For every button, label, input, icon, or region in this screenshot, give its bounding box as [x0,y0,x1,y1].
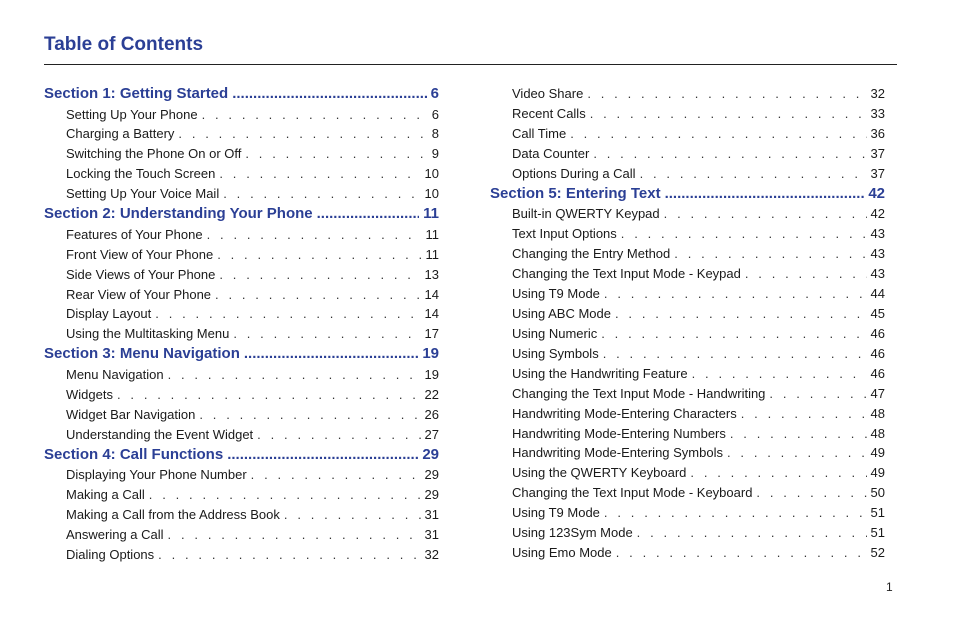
toc-leader-dots [570,124,866,144]
toc-leader-dots [730,424,867,444]
toc-entry-label: Changing the Text Input Mode - Keypad [512,266,741,281]
toc-entry-label: Understanding the Event Widget [66,426,254,442]
toc-leader-dots [745,264,867,284]
toc-entry-label: Options During a Call [512,165,636,181]
toc-entry-label: Handwriting Mode-Entering Characters [512,405,737,421]
toc-page-number: 27 [424,426,439,442]
toc-entry-label: Widget Bar Navigation [66,406,196,422]
toc-page-number: 37 [870,165,885,181]
toc-leader-dots [769,384,866,404]
toc-page-number: 37 [870,145,885,161]
page-title: Table of Contents [44,34,204,55]
toc-leader-dots [604,503,867,523]
toc-entry[interactable] [490,543,885,563]
toc-entry-label: Call Time [512,125,567,141]
toc-leader-dots [219,164,420,184]
toc-entry-label: Using the QWERTY Keyboard [512,465,687,481]
toc-section-heading[interactable] [44,445,439,466]
toc-entry[interactable] [490,304,885,324]
toc-entry[interactable] [490,124,885,144]
toc-entry-label: Charging a Battery [66,126,175,142]
toc-entry-label: Using Emo Mode [512,545,612,561]
toc-right-column [490,84,885,563]
toc-leader-dots [601,324,866,344]
toc-entry[interactable] [44,285,439,305]
toc-page-number: 29 [424,487,439,502]
toc-leader-dots [155,304,420,324]
toc-entry-label: Handwriting Mode-Entering Symbols [512,445,723,461]
toc-entry[interactable] [490,244,885,264]
toc-leader-dots [616,543,867,563]
toc-entry[interactable] [44,425,439,445]
toc-leader-dots [158,545,420,565]
title-divider [44,64,897,65]
toc-entry-label: Built-in QWERTY Keypad [512,206,660,222]
toc-entry-label: Display Layout [66,306,152,322]
toc-entry-label: Recent Calls [512,105,586,121]
toc-entry-label: Section 1: Getting Started [44,85,229,102]
toc-page-number: 46 [870,345,885,361]
toc-entry-label: Displaying Your Phone Number [66,467,247,483]
toc-leader-dots [244,344,418,365]
toc-entry-label: Section 4: Call Functions [44,445,224,463]
toc-entry-label: Using T9 Mode [512,285,600,301]
toc-leader-dots [665,184,865,205]
toc-page-number: 49 [870,445,885,461]
toc-leader-dots [674,244,866,264]
toc-leader-dots [202,105,428,125]
toc-entry-label: Section 5: Entering Text [490,184,661,202]
toc-leader-dots [640,164,867,184]
toc-leader-dots [245,144,427,164]
toc-entry[interactable] [490,523,885,543]
toc-entry[interactable] [44,545,439,565]
toc-entry-label: Using the Multitasking Menu [66,326,230,342]
toc-leader-dots [219,265,420,285]
toc-page-number: 29 [424,467,439,483]
toc-leader-dots [587,84,866,104]
toc-entry-label: Using Symbols [512,345,599,361]
toc-entry[interactable] [44,124,439,144]
toc-entry-label: Changing the Text Input Mode - Keyboard [512,485,753,501]
toc-entry-label: Features of Your Phone [66,226,203,242]
toc-page-number: 6 [430,85,439,102]
toc-leader-dots [227,445,418,466]
toc-page-number: 44 [870,285,885,301]
toc-entry[interactable] [44,164,439,184]
toc-entry-label: Widgets [66,386,113,402]
toc-leader-dots [251,465,421,485]
toc-entry[interactable] [490,384,885,404]
toc-entry[interactable] [490,404,885,424]
toc-entry[interactable] [490,224,885,244]
toc-page-number: 33 [870,105,885,121]
toc-entry[interactable] [44,304,439,324]
toc-entry-label: Handwriting Mode-Entering Numbers [512,425,726,441]
toc-entry-label: Using T9 Mode [512,505,600,521]
toc-page-number: 32 [424,546,439,562]
toc-page-number: 22 [424,386,439,402]
toc-leader-dots [217,245,421,265]
toc-page-number: 43 [870,226,885,242]
toc-leader-dots [257,425,420,445]
toc-leader-dots [615,304,867,324]
toc-entry-label: Setting Up Your Voice Mail [66,186,220,202]
toc-page-number: 13 [424,266,439,282]
toc-leader-dots [637,523,867,543]
toc-entry-label: Changing the Text Input Mode - Handwriting [512,385,766,401]
toc-leader-dots [233,324,420,344]
toc-entry[interactable] [490,204,885,224]
toc-leader-dots [727,443,867,463]
toc-page-number: 42 [868,184,885,202]
toc-leader-dots [215,285,421,305]
toc-page-number: 19 [424,366,439,382]
toc-page-number: 11 [425,246,439,262]
toc-leader-dots [690,463,866,483]
toc-page-number: 14 [424,306,439,322]
toc-page-number: 46 [870,365,885,381]
toc-page-number: 50 [870,485,885,501]
toc-left-column [44,84,439,565]
toc-leader-dots [741,404,867,424]
toc-entry[interactable] [490,344,885,364]
toc-leader-dots [168,365,421,385]
toc-page-number: 48 [870,405,885,421]
toc-entry[interactable] [490,84,885,104]
toc-page-number: 31 [424,506,439,522]
toc-leader-dots [232,84,426,105]
toc-leader-dots [168,525,421,545]
toc-page-number: 51 [870,505,885,521]
toc-entry-label: Video Share [512,86,584,101]
toc-entry[interactable] [44,525,439,545]
toc-page-number: 36 [870,125,885,141]
toc-leader-dots [317,204,420,225]
toc-leader-dots [664,204,867,224]
toc-page-number: 11 [425,226,439,242]
toc-entry-label: Using the Handwriting Feature [512,365,688,381]
toc-page-number: 47 [870,385,885,401]
toc-entry-label: Menu Navigation [66,366,164,382]
toc-entry-label: Making a Call from the Address Book [66,506,280,522]
toc-page-number: 31 [424,526,439,542]
toc-leader-dots [590,104,867,124]
toc-leader-dots [223,184,420,204]
toc-entry[interactable] [490,324,885,344]
toc-entry[interactable] [490,483,885,503]
toc-section-heading[interactable] [44,204,439,225]
toc-entry[interactable] [490,463,885,483]
toc-entry-label: Rear View of Your Phone [66,286,212,302]
toc-entry-label: Changing the Entry Method [512,246,671,262]
toc-page-number: 14 [424,286,439,302]
toc-page-number: 45 [870,305,885,321]
toc-entry[interactable] [44,505,439,525]
toc-entry-label: Text Input Options [512,226,617,242]
toc-entry[interactable] [44,324,439,344]
toc-page-number: 29 [422,445,439,463]
toc-page-number: 43 [870,266,885,281]
toc-page-number: 52 [870,545,885,561]
toc-entry-label: Side Views of Your Phone [66,266,216,282]
toc-section-heading[interactable] [44,344,439,365]
toc-page-number: 10 [424,186,439,202]
toc-entry[interactable] [490,503,885,523]
toc-entry[interactable] [44,184,439,204]
toc-page-number: 48 [870,425,885,441]
page-number: 1 [886,580,893,594]
toc-entry[interactable] [44,385,439,405]
toc-entry[interactable] [44,105,439,125]
toc-entry[interactable] [44,144,439,164]
toc-entry[interactable] [44,265,439,285]
toc-entry[interactable] [44,465,439,485]
toc-entry-label: Front View of Your Phone [66,246,214,262]
toc-section-heading[interactable] [490,184,885,205]
toc-leader-dots [284,505,421,525]
toc-entry-label: Dialing Options [66,546,155,562]
toc-entry[interactable] [490,443,885,463]
toc-page-number: 51 [870,525,885,541]
toc-entry[interactable] [490,144,885,164]
toc-leader-dots [604,284,867,304]
toc-entry-label: Using Numeric [512,325,598,341]
toc-entry-label: Making a Call [66,487,145,502]
toc-leader-dots [621,224,867,244]
toc-entry-label: Setting Up Your Phone [66,106,198,122]
toc-leader-dots [199,405,420,425]
toc-page-number: 6 [431,106,439,122]
toc-entry[interactable] [490,164,885,184]
toc-entry[interactable] [490,104,885,124]
toc-leader-dots [117,385,421,405]
toc-leader-dots [756,483,866,503]
toc-entry[interactable] [490,284,885,304]
toc-page-number: 19 [422,345,439,363]
toc-entry-label: Locking the Touch Screen [66,166,216,182]
toc-leader-dots [593,144,866,164]
toc-entry[interactable] [490,264,885,284]
toc-entry-label: Using 123Sym Mode [512,525,633,541]
toc-page-number: 17 [424,326,439,342]
toc-leader-dots [207,225,422,245]
toc-leader-dots [178,124,427,144]
toc-leader-dots [692,364,867,384]
toc-entry[interactable] [490,424,885,444]
toc-page-number: 10 [424,166,439,182]
toc-entry-label: Answering a Call [66,526,164,542]
toc-entry[interactable] [44,365,439,385]
toc-page-number: 32 [870,86,885,101]
toc-entry-label: Section 2: Understanding Your Phone [44,205,313,223]
toc-entry[interactable] [44,485,439,505]
toc-entry-label: Using ABC Mode [512,305,611,321]
toc-page-number: 46 [870,325,885,341]
toc-page-number: 8 [431,126,439,142]
toc-page-number: 9 [431,146,439,162]
toc-entry[interactable] [490,364,885,384]
toc-page-number: 42 [870,206,885,222]
toc-page-number: 43 [870,246,885,262]
toc-page-number: 26 [424,406,439,422]
toc-entry[interactable] [44,225,439,245]
toc-section-heading[interactable] [44,84,439,105]
toc-entry-label: Switching the Phone On or Off [66,146,242,162]
toc-page-number: 11 [423,205,439,223]
toc-leader-dots [149,485,421,505]
toc-page-number: 49 [870,465,885,481]
toc-entry[interactable] [44,245,439,265]
toc-leader-dots [603,344,867,364]
toc-entry-label: Section 3: Menu Navigation [44,345,240,363]
toc-entry-label: Data Counter [512,145,590,161]
toc-entry[interactable] [44,405,439,425]
